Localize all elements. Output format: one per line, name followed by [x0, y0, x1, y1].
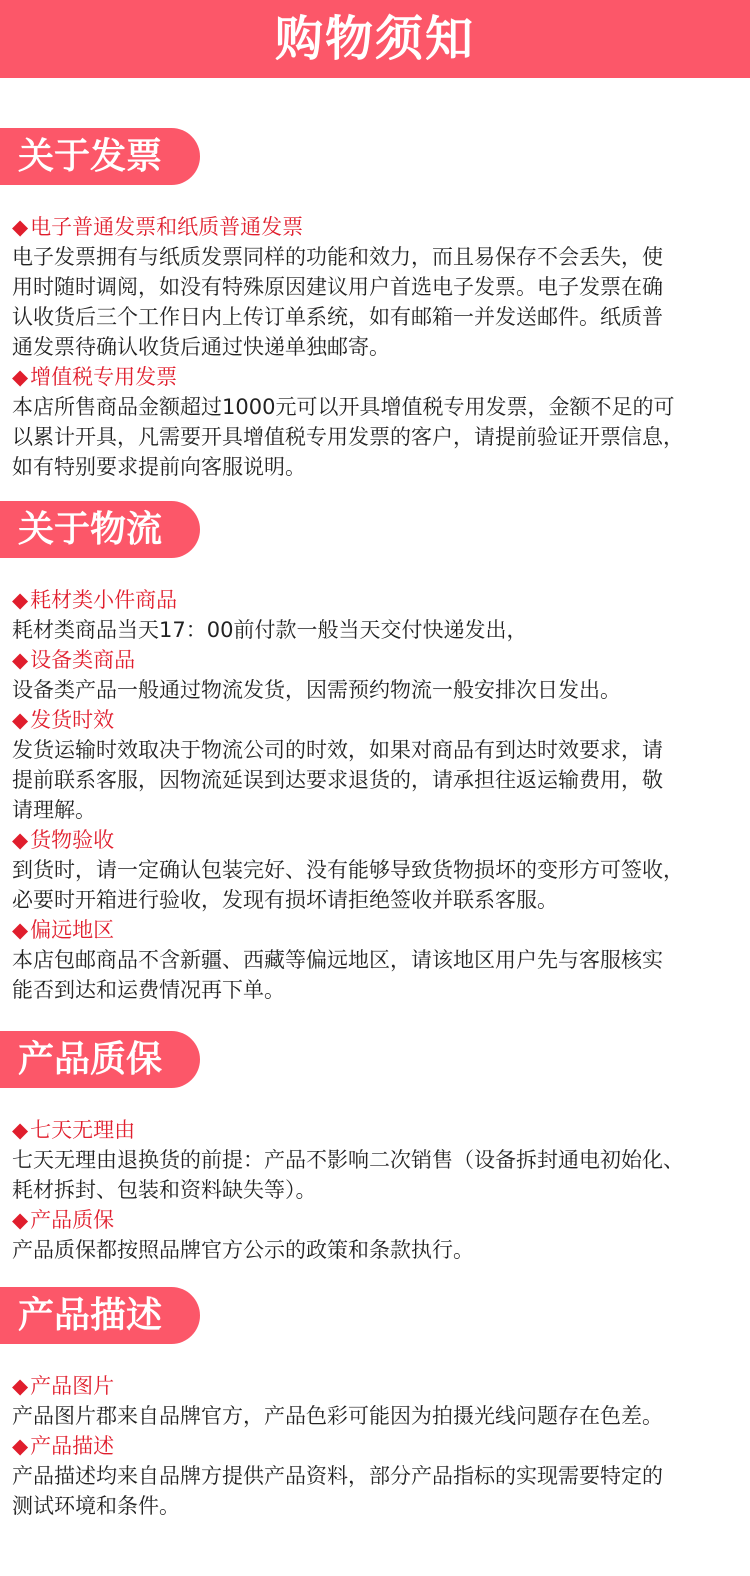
- item-body: [12, 1461, 740, 1521]
- item-title: [12, 362, 740, 392]
- section-items: [12, 212, 740, 482]
- body-line: 以累计开具，凡需要开具增值税专用发票的客户，请提前验证开票信息，: [12, 425, 684, 449]
- body-line: 到货时，请一定确认包装完好、没有能够导致货物损坏的变形方可签收，: [12, 858, 684, 882]
- item-title: [12, 915, 740, 945]
- body-line: 七天无理由退换货的前提：产品不影响二次销售（设备拆封通电初始化、: [12, 1148, 684, 1172]
- item-title-text: 电子普通发票和纸质普通发票: [30, 215, 304, 239]
- body-line: 提前联系客服，因物流延误到达要求退货的，请承担往返运输费用，敬: [12, 768, 663, 792]
- item-title: [12, 212, 740, 242]
- item-title-text: 增值税专用发票: [30, 365, 178, 389]
- body-line: 用时随时调阅，如没有特殊原因建议用户首选电子发票。电子发票在确: [12, 275, 663, 299]
- diamond-bullet-icon: ◆: [12, 1434, 29, 1458]
- item-title-text: 偏远地区: [30, 918, 115, 942]
- item-body: [12, 1401, 740, 1431]
- diamond-bullet-icon: ◆: [12, 588, 29, 612]
- body-line: 能否到达和运费情况再下单。: [12, 978, 285, 1002]
- item-title: [12, 1371, 740, 1401]
- item-body: [12, 675, 740, 705]
- body-line: 产品质保都按照品牌官方公示的政策和条款执行。: [12, 1238, 474, 1262]
- body-line: 必要时开箱进行验收，发现有损坏请拒绝签收并联系客服。: [12, 888, 558, 912]
- item-title-text: 产品质保: [30, 1208, 115, 1232]
- item-body: [12, 392, 740, 482]
- section-items: [12, 1115, 740, 1265]
- item-title: [12, 585, 740, 615]
- item-body: [12, 615, 740, 645]
- item-body: [12, 735, 740, 825]
- body-line: 耗材拆封、包装和资料缺失等）。: [12, 1178, 317, 1202]
- section-heading: 产品质保: [0, 1031, 200, 1088]
- body-line: 发货运输时效取决于物流公司的时效，如果对商品有到达时效要求，请: [12, 738, 663, 762]
- item-title-text: 设备类商品: [30, 648, 136, 672]
- item-body: [12, 1145, 740, 1205]
- body-line: 测试环境和条件。: [12, 1494, 180, 1518]
- notice-item: [12, 1431, 740, 1521]
- notice-item: [12, 1115, 740, 1205]
- body-line: 设备类产品一般通过物流发货，因需预约物流一般安排次日发出。: [12, 678, 621, 702]
- item-title-text: 耗材类小件商品: [30, 588, 178, 612]
- item-title: [12, 825, 740, 855]
- notice-item: [12, 645, 740, 705]
- diamond-bullet-icon: ◆: [12, 1208, 29, 1232]
- section-heading: 产品描述: [0, 1287, 200, 1344]
- body-line: 本店所售商品金额超过1000元可以开具增值税专用发票，金额不足的可: [12, 395, 675, 419]
- page-title: 购物须知: [0, 0, 750, 78]
- notice-item: [12, 1371, 740, 1431]
- diamond-bullet-icon: ◆: [12, 1374, 29, 1398]
- item-title-text: 货物验收: [30, 828, 115, 852]
- body-line: 本店包邮商品不含新疆、西藏等偏远地区，请该地区用户先与客服核实: [12, 948, 663, 972]
- body-line: 如有特别要求提前向客服说明。: [12, 455, 306, 479]
- item-body: [12, 242, 740, 362]
- body-line: 认收货后三个工作日内上传订单系统，如有邮箱一并发送邮件。纸质普: [12, 305, 663, 329]
- item-title-text: 七天无理由: [30, 1118, 136, 1142]
- section-heading: 关于物流: [0, 501, 200, 558]
- body-line: 产品图片郡来自品牌官方，产品色彩可能因为拍摄光线问题存在色差。: [12, 1404, 663, 1428]
- body-line: 产品描述均来自品牌方提供产品资料，部分产品指标的实现需要特定的: [12, 1464, 663, 1488]
- item-body: [12, 945, 740, 1005]
- body-line: 电子发票拥有与纸质发票同样的功能和效力，而且易保存不会丢失，使: [12, 245, 663, 269]
- notice-item: [12, 362, 740, 482]
- notice-item: [12, 212, 740, 362]
- section-heading: 关于发票: [0, 128, 200, 185]
- notice-item: [12, 585, 740, 645]
- section-items: [12, 1371, 740, 1521]
- diamond-bullet-icon: ◆: [12, 648, 29, 672]
- item-title: [12, 1115, 740, 1145]
- item-body: [12, 1235, 740, 1265]
- notice-item: [12, 1205, 740, 1265]
- item-title: [12, 705, 740, 735]
- item-title: [12, 1205, 740, 1235]
- notice-item: [12, 825, 740, 915]
- notice-item: [12, 915, 740, 1005]
- diamond-bullet-icon: ◆: [12, 215, 29, 239]
- diamond-bullet-icon: ◆: [12, 365, 29, 389]
- diamond-bullet-icon: ◆: [12, 918, 29, 942]
- body-line: 耗材类商品当天17：00前付款一般当天交付快递发出，: [12, 618, 528, 642]
- diamond-bullet-icon: ◆: [12, 828, 29, 852]
- body-line: 通发票待确认收货后通过快递单独邮寄。: [12, 335, 390, 359]
- notice-item: [12, 705, 740, 825]
- item-title-text: 发货时效: [30, 708, 115, 732]
- item-title: [12, 1431, 740, 1461]
- item-body: [12, 855, 740, 915]
- diamond-bullet-icon: ◆: [12, 1118, 29, 1142]
- body-line: 请理解。: [12, 798, 96, 822]
- section-items: [12, 585, 740, 1005]
- item-title-text: 产品描述: [30, 1434, 115, 1458]
- item-title: [12, 645, 740, 675]
- item-title-text: 产品图片: [30, 1374, 115, 1398]
- diamond-bullet-icon: ◆: [12, 708, 29, 732]
